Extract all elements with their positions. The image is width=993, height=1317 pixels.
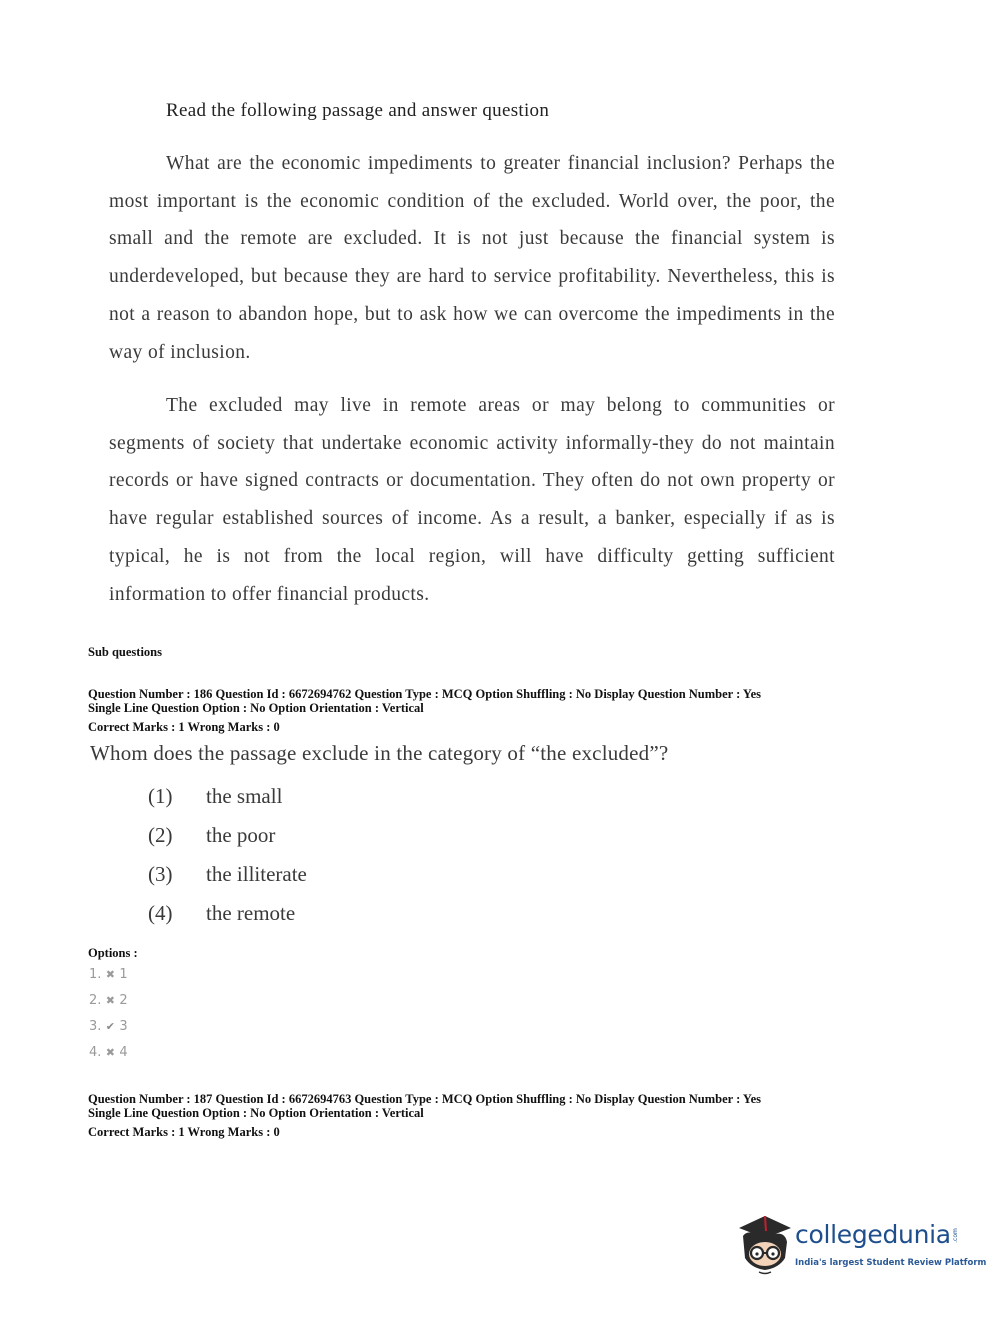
answer-index: 3.: [89, 1019, 102, 1034]
question-186-text: Whom does the passage exclude in the category of “the excluded”?: [90, 741, 669, 765]
collegedunia-logo: [735, 1212, 987, 1282]
option-number: (1): [148, 784, 173, 808]
wrong-mark-icon: ✖: [105, 1046, 116, 1059]
passage-paragraph-2: The excluded may live in remote areas or may belong to communities or segments of society that undertake economic activity informally-they do not maintain records or have signed contracts or documentation. They often do not own property or have regular established sources of income. As a result, a banker, especially if as is typical, he is not from the local region, will have difficulty getting sufficient information to offer financial products.: [109, 395, 835, 605]
option-text: the remote: [206, 901, 296, 925]
answer-value: 1: [119, 967, 128, 982]
logo-wordmark: collegedunia: [795, 1220, 951, 1249]
question-187-meta-line-1: Question Number : 187 Question Id : 6672694763 Question Type : MCQ Option Shuffling : No Display Question Number : Yes: [88, 1092, 761, 1106]
question-187-meta-line-2: Single Line Question Option : No Option Orientation : Vertical: [88, 1106, 424, 1120]
option-text: the poor: [206, 823, 276, 847]
answer-value: 3: [119, 1019, 128, 1034]
question-186-meta-line-2: Single Line Question Option : No Option Orientation : Vertical: [88, 701, 424, 715]
question-option: [148, 901, 295, 926]
answer-row: [89, 993, 128, 1008]
sub-questions-label: Sub questions: [88, 645, 162, 659]
answer-row: [89, 1019, 128, 1034]
question-option: [148, 862, 307, 887]
passage-paragraph-1: What are the economic impediments to greater financial inclusion? Perhaps the most important is the economic condition of the excluded. World over, the poor, the small and the remote are excluded. It is not just because the financial system is underdeveloped, but because they are hard to service profitability. Nevertheless, this is not a reason to abandon hope, but to ask how we can overcome the impediments in the way of inclusion.: [109, 153, 835, 363]
question-186-meta-line-1: Question Number : 186 Question Id : 6672694762 Question Type : MCQ Option Shuffling : No Display Question Number : Yes: [88, 687, 761, 701]
answer-row: [89, 967, 128, 982]
correct-check-icon: ✔: [105, 1020, 116, 1033]
logo-tagline: India's largest Student Review Platform: [795, 1258, 987, 1268]
question-186-marks: Correct Marks : 1 Wrong Marks : 0: [88, 720, 280, 734]
wrong-mark-icon: ✖: [105, 968, 116, 981]
question-option: [148, 823, 275, 848]
option-number: (4): [148, 901, 173, 925]
option-number: (3): [148, 862, 173, 886]
logo-domain-suffix: .com: [951, 1228, 959, 1243]
answer-index: 2.: [89, 993, 102, 1008]
answer-value: 2: [119, 993, 128, 1008]
answer-index: 4.: [89, 1045, 102, 1060]
options-label: Options :: [88, 946, 138, 960]
option-number: (2): [148, 823, 173, 847]
question-187-meta: [88, 1092, 868, 1139]
answer-row: [89, 1045, 128, 1060]
option-text: the illiterate: [206, 862, 307, 886]
wrong-mark-icon: ✖: [105, 994, 116, 1007]
question-187-marks: Correct Marks : 1 Wrong Marks : 0: [88, 1125, 280, 1139]
option-text: the small: [206, 784, 283, 808]
question-option: [148, 784, 282, 809]
answer-value: 4: [119, 1045, 128, 1060]
question-186-meta: [88, 687, 868, 734]
answer-index: 1.: [89, 967, 102, 982]
mascot-icon: [735, 1212, 795, 1282]
passage-heading: Read the following passage and answer question: [166, 100, 550, 121]
